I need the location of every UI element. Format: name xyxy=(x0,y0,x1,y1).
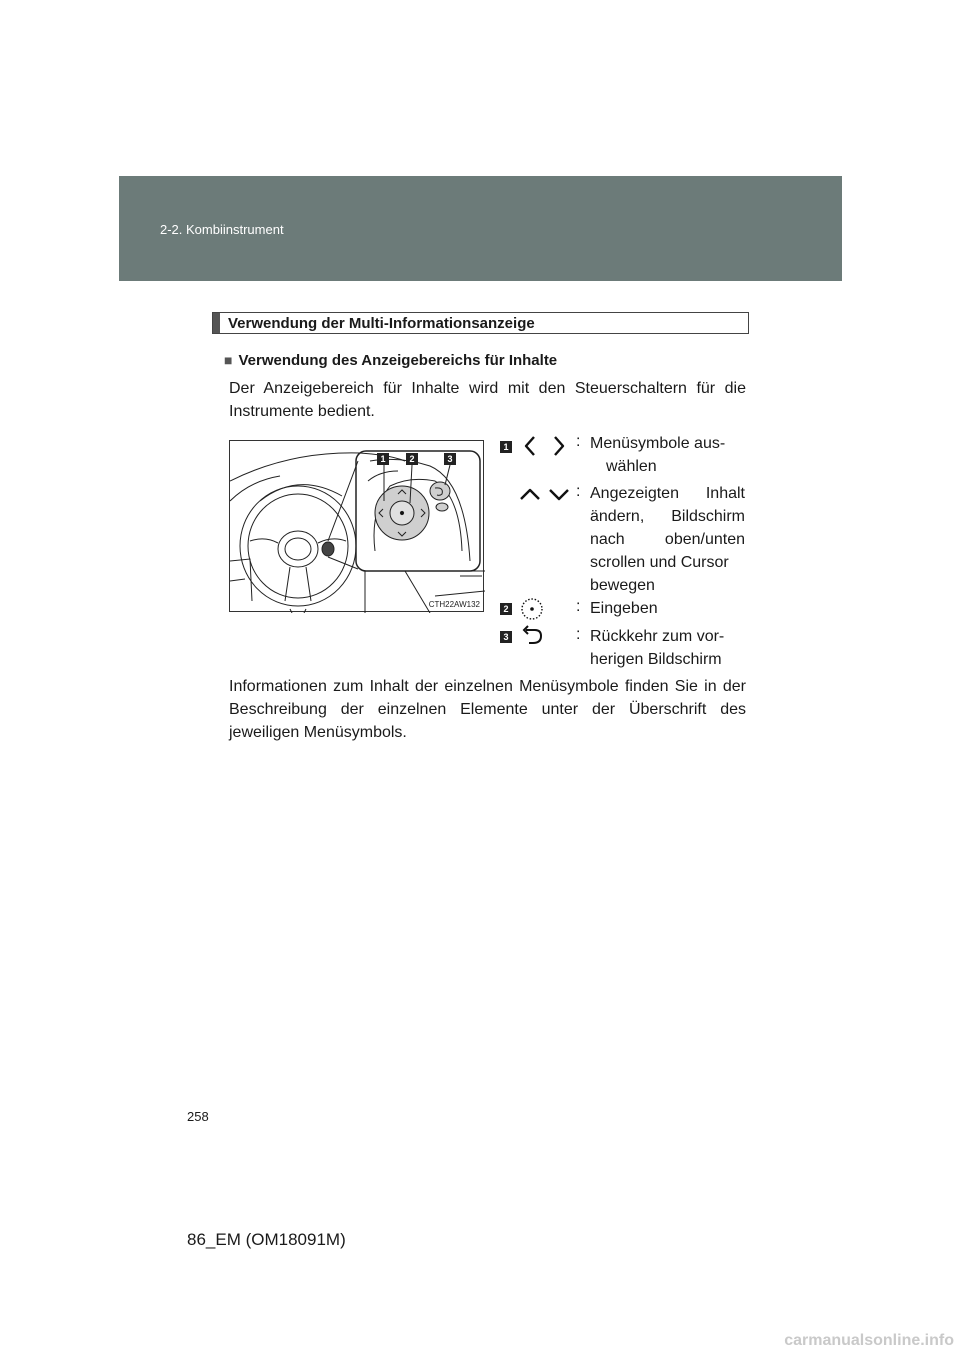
intro-paragraph: Der Anzeigebereich für Inhalte wird mit den Steuerschaltern für die Instrumente bedient. xyxy=(229,380,746,420)
legend-colon-3: : xyxy=(576,598,581,615)
legend-text-3 xyxy=(590,597,745,620)
figure-callout-3: 3 xyxy=(444,453,456,465)
legend-text-4 xyxy=(590,625,745,671)
header-band xyxy=(119,176,842,281)
document-code: 86_EM (OM18091M) xyxy=(187,1230,346,1249)
figure-code: CTH22AW132 xyxy=(428,600,480,609)
legend-text-2 xyxy=(590,482,745,597)
legend-text-1-line-1: Menüsymbole aus- xyxy=(590,435,726,452)
legend-text-1 xyxy=(590,432,745,478)
legend-badge-2: 2 xyxy=(500,603,512,615)
legend-text-2-line-3: nach oben/unten xyxy=(590,531,745,548)
legend-colon-2: : xyxy=(576,483,581,500)
watermark: carmanualsonline.info xyxy=(784,1332,954,1349)
enter-dot-icon xyxy=(520,597,544,621)
chevron-left-icon xyxy=(526,437,534,455)
legend-text-1-line-2: wählen xyxy=(606,458,657,475)
subheading xyxy=(224,352,557,369)
page-number: 258 xyxy=(187,1109,209,1124)
legend-text-2-line-1: Angezeigten Inhalt xyxy=(590,485,745,502)
chevron-left-right-icon xyxy=(522,434,568,458)
legend-text-2-line-5: bewegen xyxy=(590,577,655,594)
subheading-text: Verwendung des Anzeigebereichs für Inhalte xyxy=(238,352,558,369)
section-label: 2-2. Kombiinstrument xyxy=(160,222,284,237)
legend-text-2-line-2: ändern, Bildschirm xyxy=(590,508,745,525)
figure-callout-1: 1 xyxy=(377,453,389,465)
section-title: Verwendung der Multi-Informationsanzeige xyxy=(228,315,535,332)
legend-badge-1: 1 xyxy=(500,441,512,453)
section-title-box xyxy=(212,312,749,334)
legend-badge-3: 3 xyxy=(500,631,512,643)
steering-wheel-figure xyxy=(229,440,484,612)
chevron-down-icon xyxy=(550,490,568,499)
back-arrow-icon xyxy=(521,625,545,647)
chevron-up-down-icon xyxy=(518,484,572,504)
steering-wheel-illustration xyxy=(230,441,485,613)
legend-text-3-line-1: Eingeben xyxy=(590,600,658,617)
legend-text-2-line-4: scrollen und Cursor xyxy=(590,554,729,571)
outro-paragraph: Informationen zum Inhalt der einzelnen Menüsymbole finden Sie in der Beschreibung der einzelnen Elemente unter der Überschrift des jeweiligen Menüsymbols. xyxy=(229,678,746,741)
legend-colon-4: : xyxy=(576,626,581,643)
legend-text-4-line-2: herigen Bildschirm xyxy=(590,651,722,668)
legend-text-4-line-1: Rückkehr zum vor- xyxy=(590,628,725,645)
title-accent-bar xyxy=(213,313,220,333)
chevron-right-icon xyxy=(555,437,563,455)
legend-colon-1: : xyxy=(576,433,581,450)
subheading-marker: ■ xyxy=(224,352,233,368)
chevron-up-icon xyxy=(521,490,539,499)
figure-callout-2: 2 xyxy=(406,453,418,465)
